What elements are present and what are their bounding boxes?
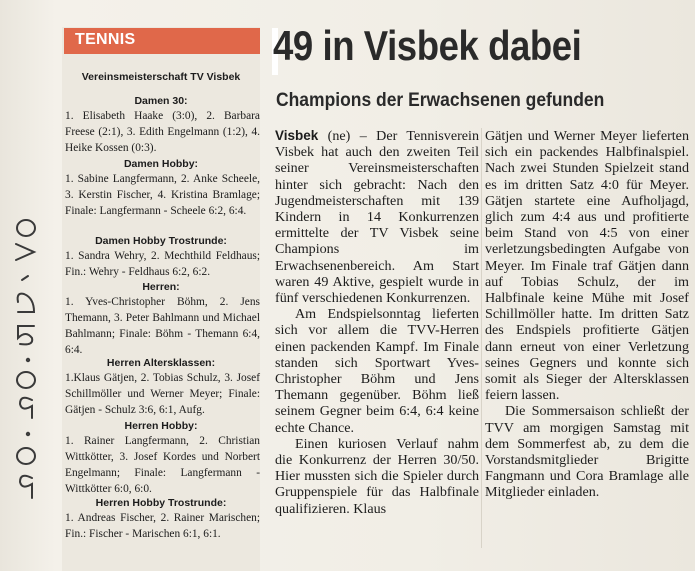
section-heading-damen-30: Damen 30: xyxy=(134,95,188,107)
article-paragraph-5: Die Sommersaison schließt der TVV am morgigen Samstag mit dem Sommerfest ab, zu dem die Vorstandsmitglieder Brigitte Fangmann und Cora Bramlage alle Mitglieder einladen. xyxy=(485,403,689,501)
category-label: TENNIS xyxy=(75,31,136,48)
article-paragraph-3: Einen kuriosen Verlauf nahm die Konkurrenz der Herren 30/50. Hier mussten sich die Spieler durch Gruppenspiele für das Halbfinale qualifizieren. Klaus xyxy=(275,435,479,517)
column-divider xyxy=(481,128,482,548)
section-heading-damen-hobby: Damen Hobby: xyxy=(123,158,199,170)
section-heading-herren: Herren: xyxy=(142,281,180,293)
category-tag xyxy=(64,28,260,54)
section-heading-herren-hobby-trostrunde: Herren Hobby Trostrunde: xyxy=(95,497,227,509)
section-body-damen-hobby-trostrunde: 1. Sandra Wehry, 2. Mechthild Feldhaus; Fin.: Wehry - Feldhaus 6:2, 6:2. xyxy=(65,250,260,279)
section-body-herren: 1. Yves-Christopher Böhm, 2. Jens Themann, 3. Peter Bahlmann und Michael Bahlmann; Finale: Böhm - Themann 6:4, 6:4. xyxy=(65,296,260,357)
article-column-1 xyxy=(275,128,479,517)
article-column-2 xyxy=(485,128,689,501)
sidebar-title: Vereinsmeisterschaft TV Visbek xyxy=(81,71,241,83)
section-body-herren-hobby-trostrunde: 1. Andreas Fischer, 2. Rainer Marischen; Fin.: Fischer - Marischen 6:1, 6:1. xyxy=(65,512,260,541)
article-paragraph-2: Am Endspielsonntag lieferten sich vor allem die TVV-Herren einen packenden Kampf. Im Finale standen sich Sportwart Yves-Christopher Böhm und Jens Themann gegenüber. Böhm ließ seinem Gegner beim 6:4, 6:4 keine echte Chance. xyxy=(275,306,479,436)
section-heading-herren-hobby: Herren Hobby: xyxy=(124,420,198,432)
article-dateline: Visbek xyxy=(275,128,319,143)
section-heading-damen-hobby-trostrunde: Damen Hobby Trostrunde: xyxy=(95,235,227,247)
section-body-herren-altersklassen: 1.Klaus Gätjen, 2. Tobias Schulz, 3. Josef Schillmöller und Werner Meyer; Finale: Gätjen - Schulz 3:6, 6:1, Aufg. xyxy=(65,372,260,417)
section-heading-herren-altersklassen: Herren Altersklassen: xyxy=(106,357,216,369)
article-subheadline: Champions der Erwachsenen gefunden xyxy=(276,90,605,111)
section-body-damen-30: 1. Elisabeth Haake (3:0), 2. Barbara Freese (2:1), 3. Edith Engelmann (1:2), 4. Heike Kossen (0:3). xyxy=(65,110,260,155)
section-body-herren-hobby: 1. Rainer Langfermann, 2. Christian Wittkötter, 3. Josef Kordes und Norbert Engelmann; Finale: Langfermann - Wittkötter 6:0, 6:0. xyxy=(65,435,260,496)
article-paragraph-1 xyxy=(275,128,479,306)
article-headline: 49 in Visbek dabei xyxy=(273,22,582,69)
handwritten-date-drawing xyxy=(6,214,46,534)
section-body-damen-hobby: 1. Sabine Langfermann, 2. Anke Scheele, 3. Kerstin Fischer, 4. Kristina Bramlage; Finale: Langfermann - Scheele 6:2, 6:4. xyxy=(65,173,260,218)
article-paragraph-1-text: (ne) – Der Tennisverein Visbek hat auch den zweiten Teil seiner Vereinsmeisterschaften hinter sich gebracht: Nach den Jugendmeisterschaften mit 139 Kindern in 14 Konkurrenzen ermittelte der TV Visbek seine Champions im Erwachsenenbereich. Am Start waren 49 Aktive, gespielt wurde in fünf verschiedenen Konkurrenzen. xyxy=(275,128,479,307)
article-paragraph-4: Gätjen und Werner Meyer lieferten sich ein packendes Halbfinalspiel. Nach zwei Stunden Spielzeit stand es im dritten Satz 4:0 für Meyer. Gätjen startete eine Aufholjagd, glich zum 4:4 aus und profitierte beim Stand von 4:5 von einer verletzungsbedingten Aufgabe von Meyer. Im Finale traf Gätjen dann auf Tobias Schulz, der im Halbfinale keine Mühe mit Josef Schillmöller hatte. Im dritten Satz des Endspiels profitierte Gätjen dann erneut von einer Verletzung seines Gegners und konnte sich somit als Sieger der Altersklassen feiern lassen. xyxy=(485,128,689,404)
handwritten-date xyxy=(6,214,46,534)
